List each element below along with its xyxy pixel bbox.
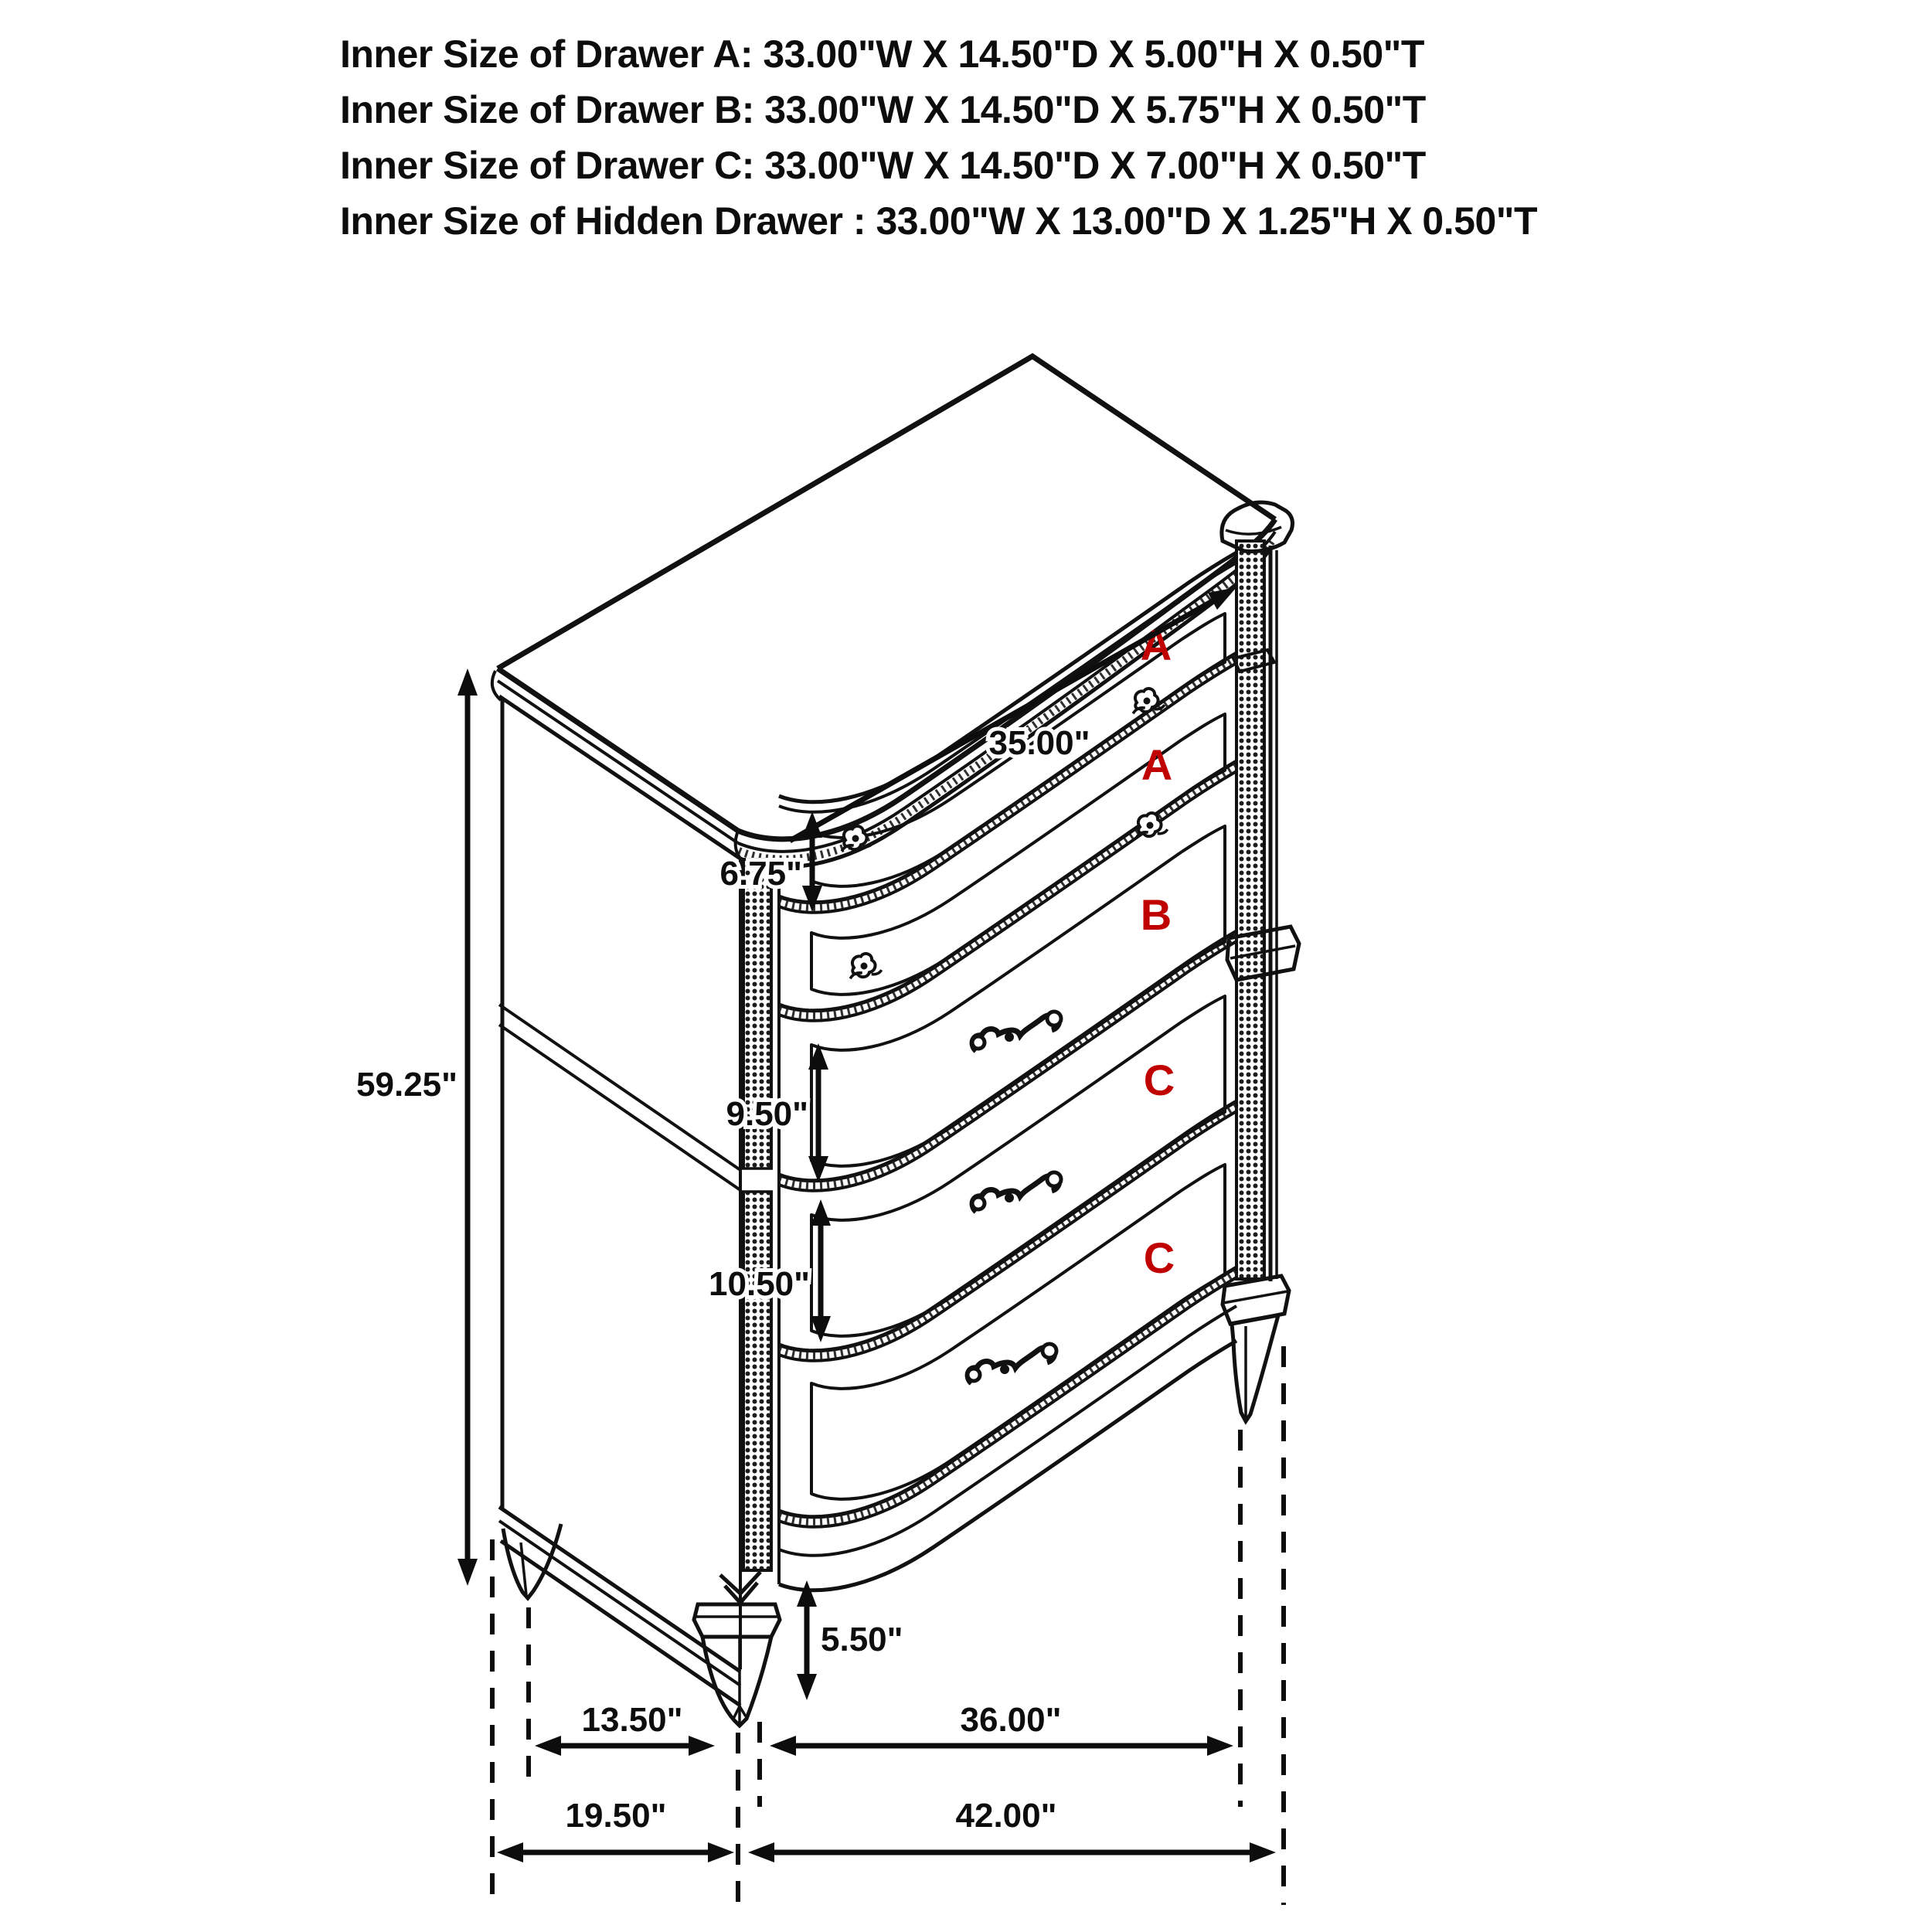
bail-handle (972, 1012, 1061, 1051)
right-front-leg (1223, 1276, 1289, 1421)
dim-lower-drawer-height: 10.50" (709, 1265, 810, 1303)
dim-overall-width: 42.00" (955, 1797, 1057, 1835)
drawer-handles (835, 685, 1168, 1383)
dim-front-leg-spacing: 36.00" (960, 1701, 1062, 1739)
dim-leg-height: 5.50" (821, 1621, 903, 1658)
front-center-leg (694, 1604, 780, 1726)
right-front-pillar (1222, 502, 1299, 1281)
dim-top-drawer-height: 6.75" (719, 855, 802, 893)
label-drawer-b: B (1140, 890, 1172, 939)
label-drawer-c2: C (1143, 1233, 1175, 1282)
dim-overall-depth: 19.50" (565, 1797, 667, 1835)
label-drawer-a1: A (1140, 621, 1172, 669)
rosette-knob (844, 951, 882, 982)
bail-handle (972, 1172, 1061, 1212)
drawer-letter-labels (1141, 621, 1175, 1282)
dim-side-leg-spacing: 13.50" (581, 1701, 683, 1739)
label-drawer-a2: A (1141, 740, 1173, 789)
rosette-knob (1130, 810, 1168, 842)
dim-middle-drawer-height: 9.50" (726, 1095, 808, 1133)
dim-overall-height: 59.25" (356, 1066, 457, 1104)
spec-line-drawer-a: Inner Size of Drawer A: 33.00"W X 14.50"D X 5.00"H X 0.50"T (340, 32, 1424, 76)
spec-line-drawer-c: Inner Size of Drawer C: 33.00"W X 14.50"D X 7.00"H X 0.50"T (340, 144, 1426, 187)
bail-handle (968, 1344, 1056, 1383)
front-left-pillar (720, 859, 779, 1603)
spec-line-drawer-b: Inner Size of Drawer B: 33.00"W X 14.50"D X 5.75"H X 0.50"T (340, 88, 1426, 131)
dim-top-front-width: 35.00" (988, 724, 1090, 762)
chest-illustration (492, 356, 1299, 1726)
spec-line-hidden-drawer: Inner Size of Hidden Drawer : 33.00"W X 13.00"D X 1.25"H X 0.50"T (340, 199, 1537, 243)
label-drawer-c1: C (1143, 1056, 1175, 1104)
chest-left-side (499, 699, 740, 1706)
